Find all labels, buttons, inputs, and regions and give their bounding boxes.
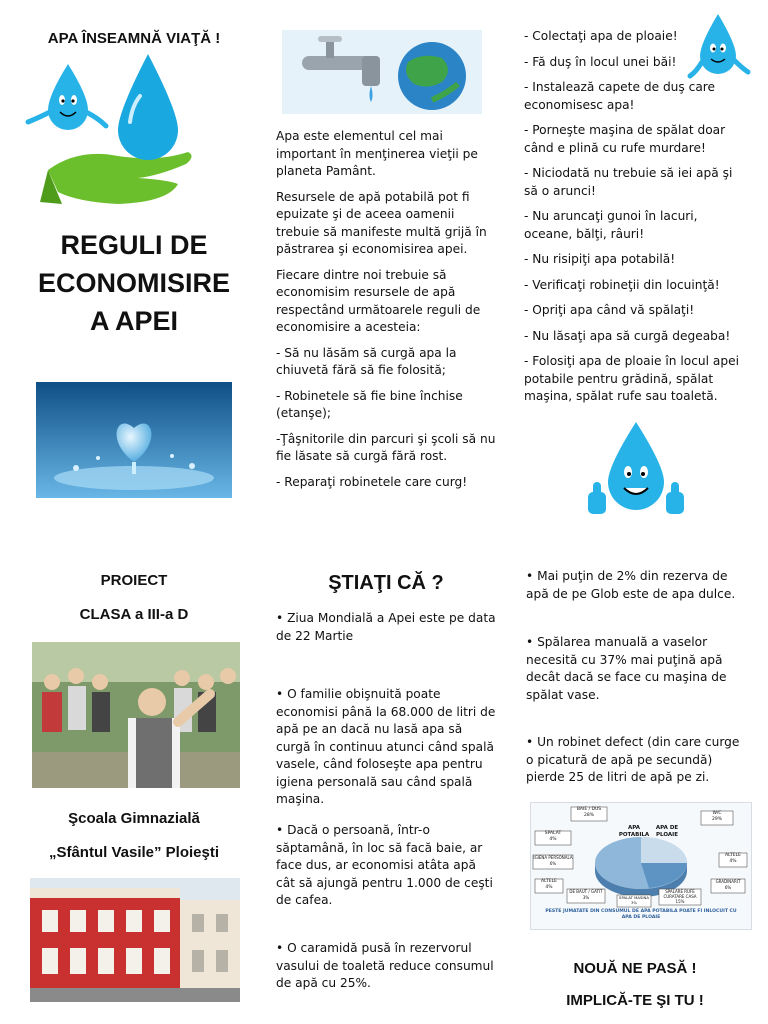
heart-water-photo (36, 382, 232, 498)
intro-paragraph: Resursele de apă potabilă pot fi epuizate şi de aceea oamenii trebuie să manifeste multă grijă în păstrarea şi economisirea apei. (276, 189, 487, 256)
rule-item: - Porneşte maşina de spălat doar când e plină cu rufe murdare! (524, 123, 726, 155)
pie-caption: PESTE JUMATATE DIN CONSUMUL DE APA POTABILA POATE FI INLOCUIT CU APA DE PLOAIE (545, 909, 737, 920)
pie-label: BAIE / DUS 28% (576, 807, 602, 818)
main-title-line-1: REGULI DE (60, 230, 208, 260)
pie-center-right-label: APA DE PLOAIE (655, 825, 679, 838)
pie-center-left-label: APA POTABILA (618, 825, 650, 838)
fact-text: • Ziua Mondială a Apei este pe data de 22 Martie (276, 611, 496, 643)
fact-text: • Spălarea manuală a vaselor necesită cu 37% mai puţină apă decât dacă se face cu maşina de spălat vase. (526, 635, 727, 702)
rule-item: - Nu lăsaţi apa să curgă degeaba! (524, 328, 731, 343)
main-title-line-3: A APEI (89, 306, 178, 336)
pie-label: GRADINARIT 6% (715, 879, 741, 890)
fact-text: • Un robinet defect (din care curge o picatură de apă pe secundă) pierde 25 de litri de apă pe zi. (526, 735, 740, 784)
pie-label: SPALAT 4% (544, 831, 562, 842)
fact-item (276, 686, 498, 809)
main-title (20, 226, 248, 340)
fact-text: • O familie obişnuită poate economisi până la 68.000 de litri de apă pe an dacă nu lasă apa să curgă în continuu atunci când spală vasele, când foloseşte apa pentru igiena personală sau când spală maşina. (276, 687, 496, 806)
intro-rule: - Reparaţi robinetele care curg! (276, 474, 468, 489)
footer-line-1: NOUĂ NE PASĂ ! (573, 960, 697, 977)
facts-title: ŞTIAŢI CĂ ? (328, 572, 444, 594)
fact-item (526, 634, 744, 704)
school-name-line-2: „Sfântul Vasile” Ploieşti (48, 844, 220, 861)
pie-label: W/C 29% (711, 811, 722, 822)
fact-text: • Mai puţin de 2% din rezerva de apă de pe Glob este de apa dulce. (526, 569, 736, 601)
cartoon-drop-thumbs-icon (584, 418, 688, 526)
rule-item: - Opriţi apa când vă spălaţi! (524, 303, 695, 317)
main-title-line-2: ECONOMISIRE (37, 268, 231, 298)
rule-item: - Colectaţi apa de ploaie! (524, 29, 678, 43)
fact-text: • Dacă o persoană, într-o săptamână, în loc să facă baie, ar face dus, ar economisi atâta apă cât să ajungă pentru 1.000 de ceşti de cafea. (276, 823, 493, 907)
pie-label: DE BAUT / GATIT 3% (569, 889, 603, 900)
class-title: CLASA a III-a D (79, 606, 189, 623)
pie-label: ALTELE 4% (541, 879, 557, 890)
intro-rule: - Robinetele să fie bine închise (etanşe); (276, 388, 463, 420)
pie-label: SPALAT MASINA 3% (619, 895, 649, 905)
intro-paragraph: Fiecare dintre noi trebuie să economisim resursele de apă respectând următoarele reguli de economisire a acesteia: (276, 267, 481, 334)
footer-line-2: IMPLICĂ-TE ŞI TU ! (566, 992, 704, 1009)
rule-item: - Niciodată nu trebuie să iei apă şi să o arunci! (524, 166, 733, 198)
rule-item: - Fă duş în locul unei băi! (524, 54, 677, 69)
project-title: PROIECT (100, 572, 168, 589)
fact-item (276, 822, 498, 910)
rule-item: - Verificaţi robineţii din locuinţă! (524, 277, 720, 292)
intro-rule: -Ţâşnitorile din parcuri şi şcoli să nu fie lăsate să curgă fără rost. (276, 431, 496, 463)
fact-item (526, 568, 744, 603)
rule-item: - Folosiţi apa de ploaie în locul apei potabile pentru grădină, spălat maşina, spălat rufe sau toaletă. (524, 354, 739, 403)
drop-hand-illustration (18, 52, 218, 214)
rule-item: - Nu aruncaţi gunoi în lacuri, oceane, bălţi, râuri! (524, 209, 698, 241)
intro-rule: - Să nu lăsăm să curgă apa la chiuvetă fără să fie folosită; (276, 345, 457, 377)
rules-column (524, 28, 744, 414)
fact-text: • O caramidă pusă în rezervorul vasului de toaletă reduce consumul de apă cu 25%. (276, 941, 494, 990)
rule-item: - Nu risipiţi apa potabilă! (524, 252, 676, 266)
fact-item (526, 734, 744, 787)
intro-paragraph: Apa este elementul cel mai important în menţinerea vieţii pe planeta Pamânt. (276, 129, 478, 178)
pie-label: SPALARE RUFE CURATARE CASA 15% (663, 889, 697, 904)
school-building-photo (30, 878, 240, 1002)
pie-label: ALTELE 4% (725, 853, 741, 864)
school-name-line-1: Şcoala Gimnazială (68, 810, 200, 827)
faucet-earth-photo (282, 30, 482, 114)
fact-item (276, 940, 498, 993)
class-photo (32, 642, 240, 788)
water-use-infographic (530, 802, 752, 930)
rule-item: - Instalează capete de duş care economisesc apa! (524, 80, 716, 112)
fact-item (276, 610, 498, 645)
top-title: APA ÎNSEAMNĂ VIAŢĂ ! (47, 30, 221, 47)
intro-column (276, 128, 498, 499)
pie-label: IGIENA PERSONALA 6% (533, 855, 573, 866)
